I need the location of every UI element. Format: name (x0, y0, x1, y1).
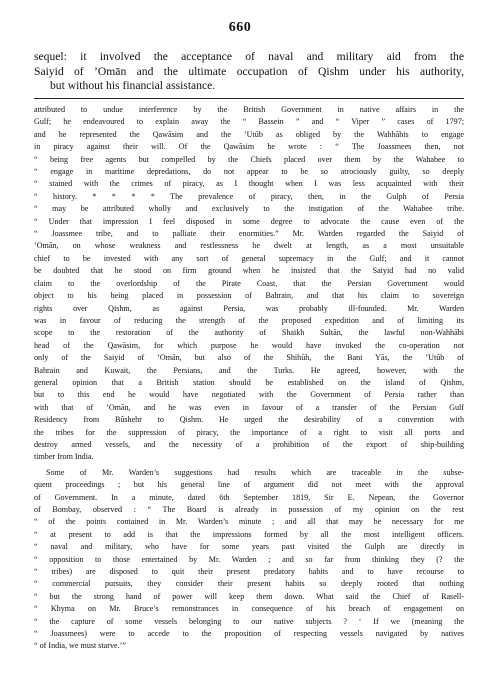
text-line: “ Joassmees) were to accede to the proposition of respecting vessels navigated by natives (34, 629, 464, 639)
text-line: with that of ’Omān, and he was even in favour of a transfer of the Persian Gulf (34, 402, 464, 412)
text-line: destroy armed vessels, and the necessity of a prohibition of the export of ship-building (34, 439, 464, 449)
text-line: Some of Mr. Warden’s suggestions had results which are traceable in the subse- (46, 467, 464, 477)
text-line: Bahrain and Kuwait, the Persians, and the Turks. He agreed, however, with the (34, 365, 464, 375)
paragraph-1 (34, 104, 464, 464)
text-line: Residency from Būshehr to Qishm. He urged the desirability of a convention with (34, 415, 464, 425)
text-line: was in favour of reducing the strength of the proposed expedition and of limiting its (34, 315, 464, 325)
text-line: chief to be invested with any sort of general supremacy in the Gulf; and it cannot (34, 253, 464, 263)
lead-paragraph (34, 50, 464, 94)
text-line: “ being free agents but compelled by the Chiefs placed over them by the Wahabee to (34, 154, 464, 164)
text-line: claim to the overlordship of the Pirate Coast, that the Persian Government would (34, 278, 464, 288)
text-line: “ Under that impression I feel disposed in some degree to advocate the cause even of the (34, 216, 464, 226)
lead-line: but without his financial assistance. (50, 79, 216, 93)
text-line: “ stained with the crimes of piracy, as I thought when I was less acquainted with their (34, 179, 464, 189)
text-line: and he represented the Qawāsim and the ’Utūb as obliged by the Wahhābis to engage (34, 129, 464, 139)
text-line: “ opposition to those entertained by Mr. Warden ; and so far from thinking they (? the (34, 554, 464, 564)
text-line: only of the Saiyid of ’Omān, but also of the Shihūh, the Bani Yās, the ’Utūb of (34, 353, 464, 363)
text-line: head of the Qawāsim, for which purpose he would have invoked the co-operation not (34, 340, 464, 350)
text-line: “ at present to add is that the impressions formed by all the most intelligent officers. (34, 529, 464, 539)
text-line: “ commercial pursuits, they consider their present habits so deeply rooted that nothing (34, 579, 464, 589)
lead-line: sequel: it involved the acceptance of naval and military aid from the (34, 50, 464, 63)
text-line: of Bombay, observed : “ The Board is already in possession of my opinion on the rest (34, 505, 464, 514)
paragraph-2 (34, 467, 464, 653)
text-line: quent proceedings ; but his general line of argument did not meet with the approval (34, 480, 464, 490)
text-line: “ the capture of some vessels belonging to our native subjects ? ‘ If we (meaning the (34, 616, 464, 626)
text-line: object to his being placed in possession of Bahrain, and that his claim to sovereign (34, 291, 464, 301)
text-line: but to this end he would have negotiated with the Government of Persia rather than (34, 390, 464, 400)
text-line: Gulf; he endeavoured to explain away the “ Bassein ” and “ Viper ” cases of 1797; (34, 117, 464, 127)
text-line: rights over Qishm, as against Persia, was probably ill-founded. Mr. Warden (34, 303, 464, 313)
text-line: scope to the restoration of the authority of Shaikh Sultān, the lawful non-Wahhābi (34, 328, 464, 338)
text-line: “ naval and military, who have for some years past visited the Gulph are directly in (34, 542, 464, 552)
text-line: “ but the strong hand of power will keep them down. What said the Chief of Rasell- (34, 591, 464, 601)
text-line: “ may be attributed wholly and exclusively to the instigation of the Wahabee tribe. (34, 204, 464, 214)
text-line: in piracy against their will. Of the Qawāsim he wrote : “ The Joassmees then, not (34, 142, 464, 152)
text-line: “ history. * * * * The prevalence of piracy, then, in the Gulph of Persia (34, 191, 464, 201)
lead-line: Saiyid of ’Omān and the ultimate occupation of Qishm under his authority, (34, 64, 464, 78)
text-line: “ Joassmee tribe, and to palliate their enormities.” Mr. Warden regarded the Saiyid of (34, 229, 464, 239)
text-line: be doubted that he stood on firm ground when he insisted that the Saiyid had no valid (34, 266, 464, 276)
text-line: “ engage in maritime depredations, do not appear to be so atrociously guilty, so deeply (34, 167, 464, 177)
text-line: “ of the points contained in Mr. Warden’s minute ; and all that may be necessary for me (34, 517, 464, 527)
page-number: 660 (228, 20, 252, 35)
text-line: the tribes for the suppression of piracy, the importance of a right to visit all ports and (34, 427, 464, 437)
text-line: “ Khyma on Mr. Bruce’s remonstrances in consequence of his breach of engagement on (34, 604, 464, 614)
text-line: timber from India. (34, 452, 94, 462)
text-line: attributed to undue interference by the British Government in native affairs in the (34, 105, 464, 114)
separator-rule (34, 98, 464, 99)
text-line: ’Omān, on whose weakness and restlessness he dwelt at length, as a most unsuitable (34, 241, 464, 251)
text-line: “ tribes) are disposed to quit their present predatory habits and to have recourse to (34, 567, 464, 577)
text-line: “ of India, we must starve.’” (34, 641, 126, 651)
text-line: of Government. In a minute, dated 6th September 1819, Sir E. Nepean, the Governor (34, 492, 464, 502)
footnote-body (34, 104, 464, 653)
text-line: general opinion that a British station should be established on the island of Qishm, (34, 377, 464, 387)
